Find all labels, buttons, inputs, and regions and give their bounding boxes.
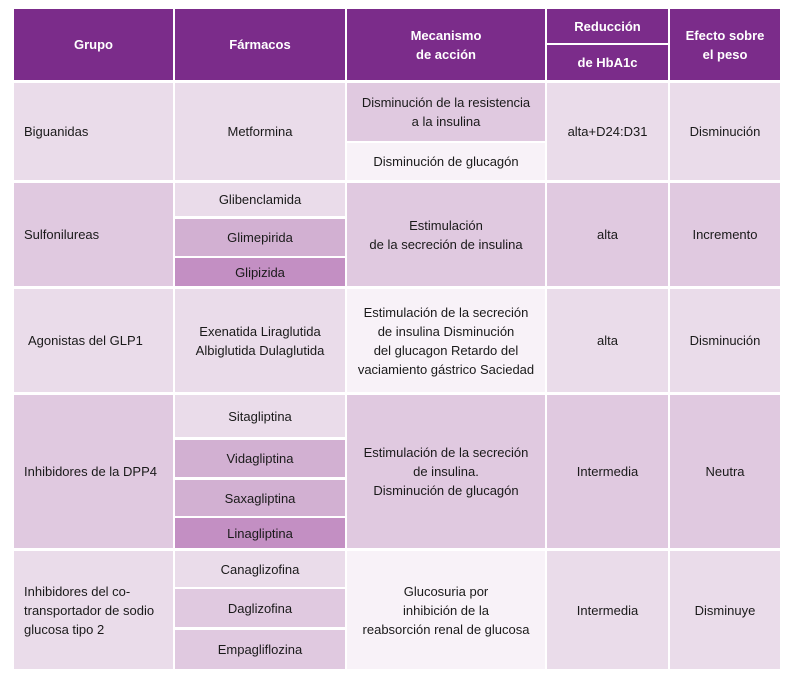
row-sglt2-farmaco-3: Empagliflozina: [175, 630, 345, 669]
row-dpp4-farmaco-3: Saxagliptina: [175, 480, 345, 516]
row-dpp4-grupo: Inhibidores de la DPP4: [14, 395, 173, 548]
row-glp1-farmaco: Exenatida Liraglutida Albiglutida Dulaglutida: [175, 289, 345, 392]
row-glp1-efecto: Disminución: [670, 289, 780, 392]
header-efecto: Efecto sobre el peso: [670, 9, 780, 80]
row-dpp4-reduccion: Intermedia: [547, 395, 668, 548]
row-dpp4-farmaco-2: Vidagliptina: [175, 440, 345, 477]
header-divider: [547, 43, 668, 45]
row-biguanidas-mecanismo-1: Disminución de la resistencia a la insulina: [347, 83, 545, 141]
row-sulfonilureas-grupo: Sulfonilureas: [14, 183, 173, 286]
row-sulfonilureas-reduccion: alta: [547, 183, 668, 286]
row-biguanidas-farmaco: Metformina: [175, 83, 345, 180]
row-sglt2-reduccion: Intermedia: [547, 551, 668, 669]
row-dpp4-farmaco-1: Sitagliptina: [175, 395, 345, 437]
row-sglt2-efecto: Disminuye: [670, 551, 780, 669]
row-sulfonilureas-efecto: Incremento: [670, 183, 780, 286]
row-sglt2-mecanismo: Glucosuria por inhibición de la reabsorción renal de glucosa: [347, 551, 545, 669]
row-dpp4-farmaco-4: Linagliptina: [175, 518, 345, 548]
row-biguanidas-reduccion: alta+D24:D31: [547, 83, 668, 180]
row-dpp4-efecto: Neutra: [670, 395, 780, 548]
row-sglt2-farmaco-1: Canaglizofina: [175, 551, 345, 587]
row-dpp4-mecanismo: Estimulación de la secreción de insulina. Disminución de glucagón: [347, 395, 545, 548]
row-sulfonilureas-farmaco-1: Glibenclamida: [175, 183, 345, 216]
header-reduccion-bottom: de HbA1c: [547, 44, 668, 80]
row-sglt2-grupo: Inhibidores del co- transportador de sodio glucosa tipo 2: [14, 551, 173, 669]
row-glp1-reduccion: alta: [547, 289, 668, 392]
row-biguanidas-grupo: Biguanidas: [14, 83, 173, 180]
row-sulfonilureas-mecanismo: Estimulación de la secreción de insulina: [347, 183, 545, 286]
row-biguanidas-efecto: Disminución: [670, 83, 780, 180]
header-farmacos: Fármacos: [175, 9, 345, 80]
row-sulfonilureas-farmaco-3: Glipizida: [175, 258, 345, 286]
header-grupo: Grupo: [14, 9, 173, 80]
row-sglt2-farmaco-2: Daglizofina: [175, 589, 345, 627]
header-reduccion-top: Reducción: [547, 9, 668, 44]
row-biguanidas-mecanismo-2: Disminución de glucagón: [347, 143, 545, 180]
header-mecanismo: Mecanismo de acción: [347, 9, 545, 80]
row-glp1-grupo: Agonistas del GLP1: [14, 289, 173, 392]
row-sulfonilureas-farmaco-2: Glimepirida: [175, 219, 345, 256]
row-glp1-mecanismo: Estimulación de la secreción de insulina Disminución del glucagon Retardo del vaciamiento gástrico Saciedad: [347, 289, 545, 392]
